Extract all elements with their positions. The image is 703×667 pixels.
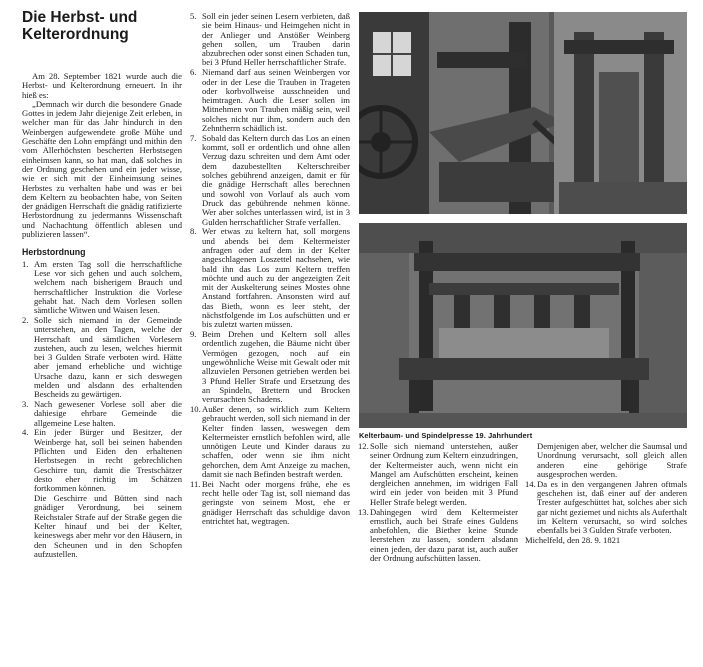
item-number: 5. [190,11,197,21]
list-item [190,480,350,526]
item-text: Wer etwas zu keltern hat, soll morgens und abends bei dem Keltermeister anfragen oder auf dem in der Kelter angeschlagenen Loszettel nachsehen, wie bald ihn das Los zum Keltern treffen möchte und auch zu der angezeigten Zeit mit der Auskelterung seines Mostes ohne Anstand fortfahren. Ansonsten wird auf das Bieth, wonn es leer steht, der nächstfolgende im Los aufschütten und er bis zuletzt warten müssen. [202,226,350,330]
ordinance-list-3 [358,442,518,563]
item-text: Dahingegen wird dem Keltermeister ernstlich, auch bei Strafe eines Guldens anbefohlen, die Biether keine Stunde leerstehen zu lassen, sondern alsdann einen jeden, der dazu parat ist, auch außer der Ordnung aufschütten lassen. [370,506,518,564]
item-text: Außer denen, so wirklich zum Keltern gebraucht werden, soll sich niemand in der Kelter finden lassen, weswegen dem Keltermeister ernstlich befohlen wird, alle unnötigen Leute und Kinder daraus zu schaffen, oder wenn sie ihm nicht gehorchen, dem Amt Anzeige zu machen, damit sie nach Befinden bestraft werden. [202,403,350,480]
item-text: Solle sich niemand unterstehen, außer seiner Ordnung zum Keltern einzudringen, der Keltermeister auch, wenn nicht ein Mangel am Aufschütten erscheint, keinen dergleichen annehmen, im widrigen Fall wird ein jeder von beiden mit 3 Pfund Heller Strafe belegt werden. [370,441,518,507]
ordinance-list-1 [22,260,182,560]
list-item [190,405,350,479]
item-number: 4. [22,427,29,438]
list-item [525,480,687,536]
signature-line: Michelfeld, den 28. 9. 1821 [525,534,621,545]
list-item [190,227,350,329]
item-number: 8. [190,226,197,237]
press-photo-bottom [359,223,687,428]
item-text: Sobald das Keltern durch das Los an einen kommt, soll er ordentlich und ohne allen Verzug dazu schreiten und dem Amt oder dem dazubestellten Kelterschreiber solches gebührend anzeigen, damit er für die gnädige Herrschaft alles berechnen und sowohl von Vorlauf als auch vom Druck das gebührende nehmen könne. Wer aber solches unterlassen wird, ist in 3 Gulden herrschaftlicher Strafe verfallen. [202,132,350,227]
item-number: 3. [22,399,29,410]
item-text: Nach gewesener Vorlese soll aber die dahiesige ehrbare Gemeinde die allgemeine Lese halten. [34,399,182,428]
article-title: Die Herbst- und Kelterordnung [22,9,138,43]
column-2 [190,12,350,527]
list-item [190,330,350,404]
item-number: 12. [358,441,369,451]
item-text: Die Geschirre und Bütten sind nach gnädiger Verordnung, bei seinem Reichstaler Strafe auf der Straße gegen die Kelter hinauf und bei der Kelter, keineswegs aber mehr vor den Häusern, in den Scheunen und in den Schopfen aufzustellen. [34,493,182,559]
list-item [22,400,182,428]
item-text: Am ersten Tag soll die herrschaftliche Lese vor sich gehen und auch solchem, welchem nach bisherigem Brauch und herrschaftlicher Instruktion die Vorlese gehabt hat. Nach dem Vorlesen sollen sämtliche Witwen und Waisen lesen. [34,258,182,316]
item-text: Niemand darf aus seinen Weinbergen vor oder in der Lese die Trauben in Trageten oder korbvollweise ausschneiden und heimtragen. Auch die Leser sollen im Mitnehmen von Trauben mäßig sein, weil solches nicht nur ihm, sondern auch den Zehntherrn schädlich ist. [202,67,350,134]
item-text: Beim Drehen und Keltern soll alles ordentlich zugehen, die Bäume nicht über Vermögen gezogen, noch auf ein ungewöhnliche Weise mit Gewalt oder mit allzuvielen Personen getrieben werden bei 3 Pfund Heller Strafe und Ersetzung des an Spindeln, Brettern und Brocken verursachten Schadens. [202,329,350,405]
ordinance-list-4 [525,442,687,535]
item-number: 2. [22,314,29,325]
item-number: 7. [190,132,197,143]
press-photo-top [359,12,687,214]
item-text: Demjenigen aber, welcher die Saumsal und Unordnung verursacht, soll gleich allen anderen eine gehörige Strafe ausgesprochen werden. [537,441,687,479]
column-3 [358,442,518,564]
intro-paragraph: Am 28. September 1821 wurde auch die Herbst- und Kelterordnung erneuert. In ihr hieß es: [22,71,182,100]
list-item [190,134,350,227]
item-number: 6. [190,67,197,78]
item-text: Soll ein jeder seinen Lesern verbieten, daß sie beim Hinaus- und Heimgehen nicht in der Anlieger und Anstößer Weinberg gehen sollen, um Trauben darin abzubrechen oder sonst einen Schaden tun, bei 3 Pfund Heller herrschaftlicher Strafe. [202,11,350,68]
column-1 [22,72,182,560]
list-item [525,442,687,479]
list-item [190,68,350,133]
item-number: 13. [358,506,369,517]
list-item [358,442,518,507]
ordinance-list-2 [190,12,350,526]
item-number: 9. [190,329,197,340]
column-4 [525,442,687,545]
subheading: Herbstordnung [22,247,86,258]
list-item [22,494,182,559]
item-number: 11. [190,478,201,489]
item-text: Ein jeder Bürger und Besitzer, der Weinberge hat, soll bei seinen habenden Pflichten und Eiden den erhaltenen Herbstsegen in recht gebrechlichen Geschirre tun, damit die Trestschätzer desto eher richtig im Schätzen fortkommen können. [34,427,182,494]
list-item [22,316,182,400]
item-number: 10. [190,403,201,414]
item-text: Solle sich niemand in der Gemeinde unterstehen, an den Tagen, welche der Herrschaft und sämtlichen Vorlesern zustehen, auch zu lesen, welches hiermit bei 3 Gulden Strafe verboten wird. Hätte aber jemand erhebliche und wichtige Ursache dazu, kann er sich deswegen melden und alsdann des erhaltenden Bescheids zu gewärtigen. [34,314,182,400]
photo-caption: Kelterbaum- und Spindelpresse 19. Jahrhundert [359,431,533,440]
list-item [358,508,518,564]
list-item [22,260,182,316]
item-text: Bei Nacht oder morgens frühe, ehe es recht helle oder Tag ist, soll niemand das geringste von seinem Most, ehe er gnädiger Herrschaft das schuldige davon entrichtet hat, wegtragen. [202,478,350,527]
item-number: 14. [525,478,536,489]
item-text: Da es in den vergangenen Jahren oftmals geschehen ist, daß einer auf der anderen Trester aufgeschüttet hat, solches aber sich gar nicht geziemet und nichts als Auferthalt im Keltern verursacht, so wird solches ebenfalls bei 3 Gulden Strafe verboten. [537,478,687,536]
list-item [190,12,350,68]
item-number: 1. [22,258,29,269]
list-item [22,428,182,493]
quote-paragraph: „Demnach wir durch die besondere Gnade Gottes in jedem Jahr diejenige Zeit erleben, in welcher man für das Jahr hindurch in den Weinbergen aufgewendete große Mühe und Geschäfte den Lohn empfängt und mithin den vom Allerhöchsten bescherten Herbstsegen einheimsen kann, so hat man, daß solches in der Ordnung geschehen und ein jeder wisse, wie er sich mit der Einheimsung seines Herbstes zu verhalten habe und was er bei dem Keltern zu beobachten habe, von Seiten der gnädigen Herrschaft die gnädig ratifizierte Herbstordnung zu jedermanns Wissenschaft und Nachachtung öffentlich ablesen und publizieren lassen“. [22,98,182,240]
